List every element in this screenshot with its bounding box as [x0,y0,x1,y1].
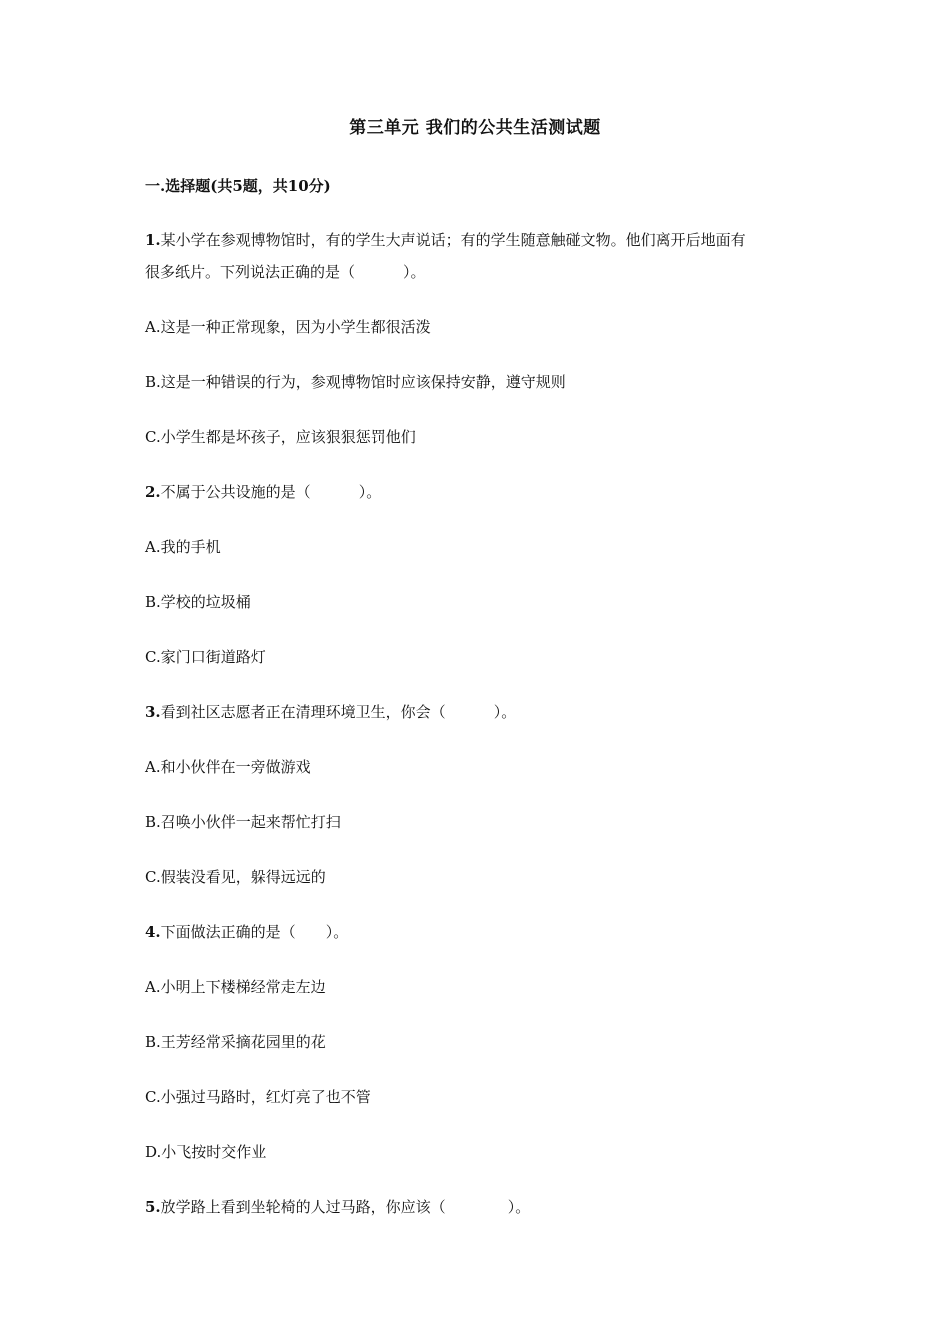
question-text: 不属于公共设施的是（ [160,483,311,501]
question-1-stem-line-2 [145,261,815,283]
question-5-stem [145,1196,815,1218]
question-2-option-c: C.家门口街道路灯 [145,648,266,666]
question-4-stem [145,921,815,943]
question-1-option-a: A.这是一种正常现象，因为小学生都很活泼 [145,318,431,336]
question-1-option-c: C.小学生都是坏孩子，应该狠狠惩罚他们 [145,428,416,446]
question-text: 下面做法正确的是（ [160,923,296,941]
question-1-stem-line-1 [145,229,815,251]
question-number: 2. [145,483,161,501]
section-heading: 一.选择题(共5题，共10分) [145,177,331,195]
question-2-stem [145,481,815,503]
question-number: 4. [145,923,161,941]
question-text-end: ）。 [507,1198,531,1216]
question-number: 5. [145,1198,161,1216]
question-2-option-a: A.我的手机 [145,538,221,556]
question-text-end: ）。 [403,263,426,281]
question-3-option-b: B.召唤小伙伴一起来帮忙打扫 [145,813,341,831]
page-title: 第三单元 我们的公共生活测试题 [349,118,601,138]
question-text-end: ）。 [493,703,517,721]
question-number: 3. [145,703,161,721]
question-4-option-a: A.小明上下楼梯经常走左边 [145,978,326,996]
question-4-option-d: D.小飞按时交作业 [145,1143,267,1161]
question-4-option-b: B.王芳经常采摘花园里的花 [145,1033,326,1051]
question-text-end: ）。 [358,483,382,501]
question-3-option-c: C.假装没看见，躲得远远的 [145,868,326,886]
question-text-end: ）。 [325,923,349,941]
question-3-stem [145,701,815,723]
question-1-option-b: B.这是一种错误的行为，参观博物馆时应该保持安静，遵守规则 [145,373,566,391]
question-3-option-a: A.和小伙伴在一旁做游戏 [145,758,311,776]
question-text: 看到社区志愿者正在清理环境卫生，你会（ [160,703,446,721]
question-text: 放学路上看到坐轮椅的人过马路，你应该（ [160,1198,446,1216]
question-2-option-b: B.学校的垃圾桶 [145,593,251,611]
question-text: 很多纸片。下列说法正确的是（ [145,263,356,281]
question-number: 1. [145,231,161,249]
question-text: 某小学在参观博物馆时，有的学生大声说话；有的学生随意触碰文物。他们离开后地面有 [160,231,746,249]
question-4-option-c: C.小强过马路时，红灯亮了也不管 [145,1088,371,1106]
